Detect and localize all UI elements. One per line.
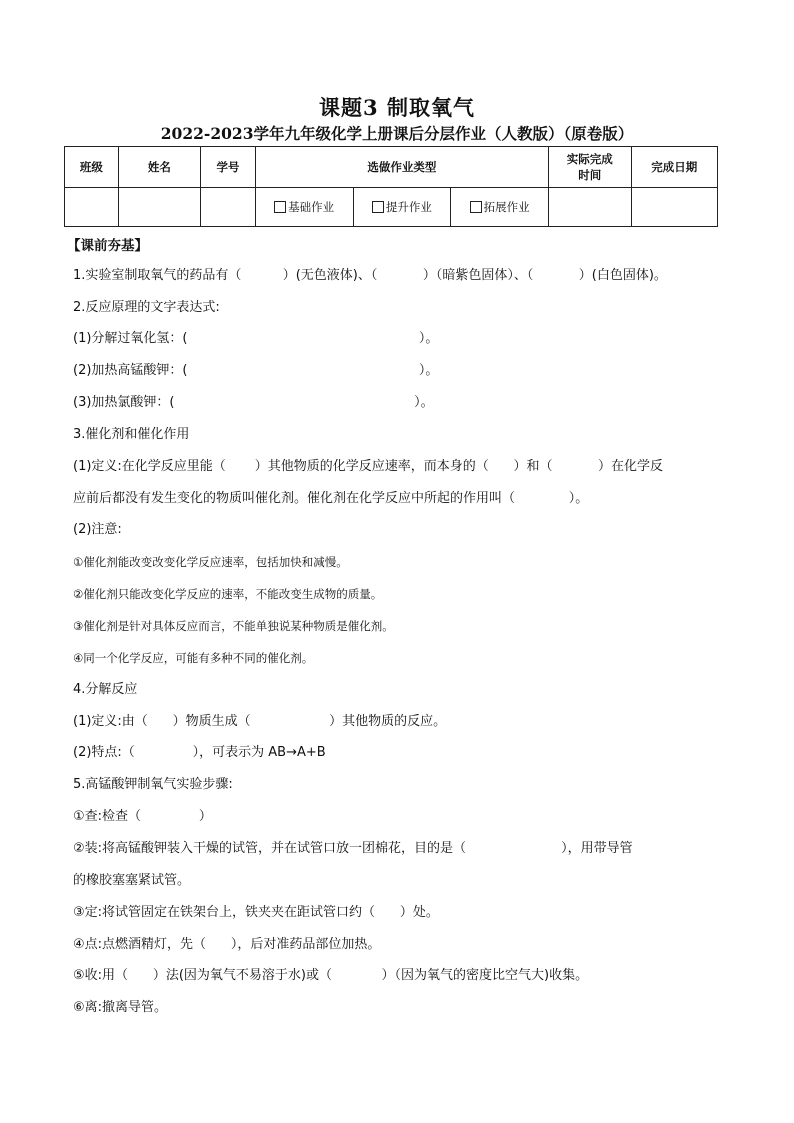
option-advanced[interactable] <box>354 188 452 226</box>
question-line: ①查:检查（ ） <box>73 809 212 824</box>
question-line: 2.反应原理的文字表达式: <box>73 300 220 315</box>
header-actual-time: 实际完成 时间 <box>549 147 631 188</box>
completion-date-cell[interactable] <box>631 188 717 227</box>
question-line: 5.高锰酸钾制氧气实验步骤: <box>73 777 233 792</box>
table-input-row <box>65 188 718 227</box>
checkbox-basic[interactable] <box>274 201 286 213</box>
question-line: ③催化剂是针对具体反应而言，不能单独说某种物质是催化剂。 <box>73 619 394 633</box>
question-line: ④点:点燃酒精灯，先（ ），后对准药品部位加热。 <box>73 937 381 952</box>
name-cell[interactable] <box>118 188 200 227</box>
option-basic[interactable] <box>256 188 354 226</box>
question-line: (1)定义:在化学反应里能（ ）其他物质的化学反应速率，而本身的（ ）和（ ）在化学反 <box>73 459 663 474</box>
question-line: ①催化剂能改变改变化学反应速率，包括加快和减慢。 <box>73 555 348 569</box>
header-completion-date: 完成日期 <box>631 147 717 188</box>
student-id-cell[interactable] <box>201 188 256 227</box>
homework-type-cell <box>255 188 548 227</box>
checkbox-advanced[interactable] <box>372 201 384 213</box>
question-line: 3.催化剂和催化作用 <box>73 427 190 442</box>
class-cell[interactable] <box>65 188 119 227</box>
option-extended[interactable] <box>451 188 548 226</box>
question-line: ②催化剂只能改变化学反应的速率，不能改变生成物的质量。 <box>73 587 383 601</box>
header-name: 姓名 <box>118 147 200 188</box>
actual-time-cell[interactable] <box>549 188 631 227</box>
question-line: 应前后都没有发生变化的物质叫催化剂。催化剂在化学反应中所起的作用叫（ ）。 <box>73 491 589 506</box>
question-line: ④同一个化学反应，可能有多种不同的催化剂。 <box>73 651 314 665</box>
section-title: 【课前夯基】 <box>67 238 148 254</box>
option-extended-label: 拓展作业 <box>483 200 530 214</box>
question-line: ③定:将试管固定在铁架台上，铁夹夹在距试管口约（ ）处。 <box>73 905 439 920</box>
question-line: ⑤收:用（ ）法(因为氧气不易溶于水)或（ ）（因为氧气的密度比空气大)收集。 <box>73 968 589 983</box>
option-advanced-label: 提升作业 <box>385 200 432 214</box>
option-basic-label: 基础作业 <box>288 200 335 214</box>
student-info-table <box>64 146 718 227</box>
table-header-row <box>65 147 718 188</box>
question-line: 1.实验室制取氧气的药品有（ ）(无色液体)、（ ）（暗紫色固体）、（ ）(白色固体)。 <box>73 268 667 283</box>
header-homework-type: 选做作业类型 <box>255 147 548 188</box>
question-line: (1)分解过氧化氢：( ）。 <box>73 331 439 346</box>
header-student-id: 学号 <box>201 147 256 188</box>
question-line: ⑥离:撤离导管。 <box>73 1000 168 1015</box>
question-line: (1)定义:由（ ）物质生成（ ）其他物质的反应。 <box>73 714 447 729</box>
question-line: (2)加热高锰酸钾：( ）。 <box>73 363 439 378</box>
page-subtitle: 2022-2023学年九年级化学上册课后分层作业（人教版）（原卷版） <box>160 124 634 143</box>
checkbox-extended[interactable] <box>470 201 482 213</box>
question-line: (2)特点:（ ），可表示为 AB→A+B <box>73 745 326 760</box>
question-line: 的橡胶塞塞紧试管。 <box>73 873 191 888</box>
page-title: 课题3 制取氧气 <box>319 95 475 120</box>
question-line: (2)注意: <box>73 522 122 537</box>
question-line: ②装:将高锰酸钾装入干燥的试管，并在试管口放一团棉花，目的是（ ），用带导管 <box>73 841 633 856</box>
question-line: (3)加热氯酸钾：( ）。 <box>73 395 434 410</box>
question-line: 4.分解反应 <box>73 682 138 697</box>
header-class: 班级 <box>65 147 119 188</box>
